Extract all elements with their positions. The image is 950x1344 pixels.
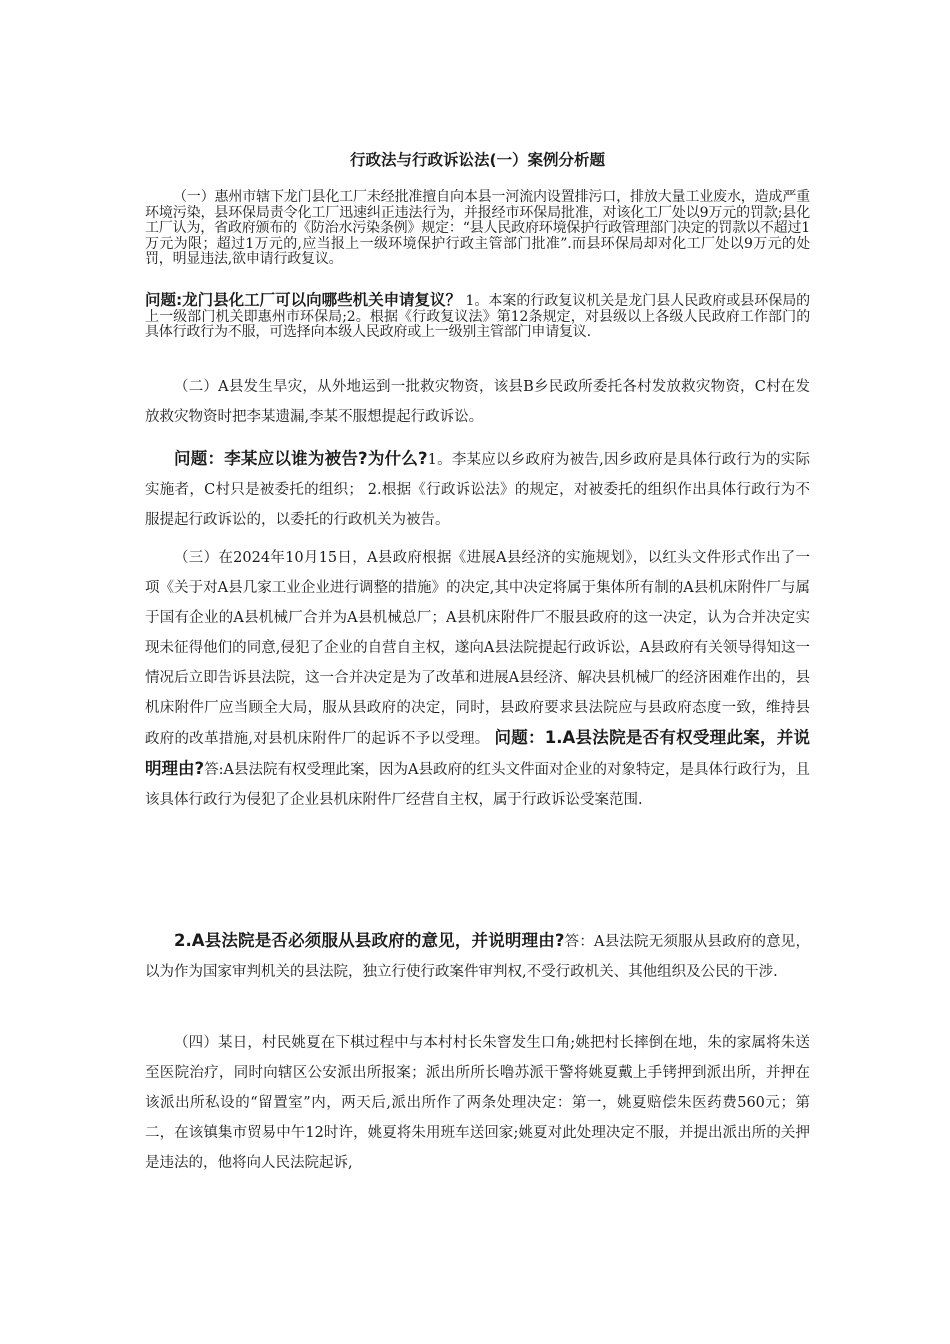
case-2-question: 问题：李某应以谁为被告?为什么? — [174, 449, 428, 468]
case-3-answer-2: 答：A县法院无须服从县政府的意见，以为作为国家审判机关的县法院，独立行使行政案件审判权,不受行政机关、其他组织及公民的干涉. — [145, 934, 810, 980]
case-1-paragraph — [145, 190, 810, 268]
case-2-qa-paragraph — [145, 444, 810, 535]
case-2-answer: 1。李某应以乡政府为被告,因乡政府是具体行政行为的实际实施者，C村只是被委托的组织； 2.根据《行政诉讼法》的规定，对被委托的组织作出具体行政行为不服提起行政诉讼的，以委托的行政机关为被告。 — [145, 452, 810, 528]
case-1-qa-paragraph — [145, 293, 810, 341]
case-3-qa2-paragraph — [145, 926, 810, 987]
case-3-question-1: 问题：1.A县法院是否有权受理此案，并说明理由? — [145, 728, 811, 778]
case-3-text: （三）在2024年10月15日，A县政府根据《进展A县经济的实施规划》，以红头文件形式作出了一项《关于对A县几家工业企业进行调整的措施》的决定,其中决定将属于集体所有制的A县机床附件厂与属于国有企业的A县机械厂合并为A县机械总厂；A县机床附件厂不服县政府的这一决定，认为合并决定实现未征得他们的同意,侵犯了企业的自营自主权，遂向A县法院提起行政诉讼，A县政府有关领导得知这一情况后立即告诉县法院，这一合并决定是为了改革和进展A县经济、解决县机械厂的经济困难作出的，县机床附件厂应当顾全大局，服从县政府的决定，同时，县政府要求县法院应与县政府态度一致，维持县政府的改革措施,对县机床附件厂的起诉不予以受理。 — [145, 550, 810, 747]
case-2-text: （二）A县发生旱灾，从外地运到一批救灾物资，该县B乡民政所委托各村发放救灾物资，C村在发放救灾物资时把李某遗漏,李某不服想提起行政诉讼。 — [145, 379, 810, 425]
case-1-question: 问题:龙门县化工厂可以向哪些机关申请复议？ — [145, 291, 462, 309]
case-3-paragraph — [145, 543, 810, 815]
case-3-answer-1: 答:A县法院有权受理此案，因为A县政府的红头文件面对企业的对象特定，是具体行政行为，且该具体行政行为侵犯了企业县机床附件厂经营自主权，属于行政诉讼受案范围. — [145, 762, 810, 808]
case-4-paragraph — [145, 1028, 810, 1178]
case-4-text: （四）某日，村民姚夏在下棋过程中与本村村长朱窨发生口角;姚把村长摔倒在地，朱的家属将朱送至医院治疗，同时向辖区公安派出所报案；派出所所长噜苏派干警将姚夏戴上手铐押到派出所，并押在该派出所私设的“留置室”内，两天后,派出所作了两条处理决定：第一，姚夏赔偿朱医药费560元；第二，在该镇集市贸易中午12时许，姚夏将朱用班车送回家;姚夏对此处理决定不服，并提出派出所的关押是违法的，他将向人民法院起诉, — [145, 1035, 810, 1171]
case-1-answer: 1。本案的行政复议机关是龙门县人民政府或县环保局的上一级部门机关即惠州市环保局;2。根据《行政复议法》第12条规定，对县级以上各级人民政府工作部门的具体行政行为不服，可选择向本级人民政府或上一级别主管部门申请复议. — [145, 293, 810, 340]
case-3-question-2: 2.A县法院是否必须服从县政府的意见，并说明理由? — [174, 931, 565, 950]
case-2-paragraph — [145, 372, 810, 432]
document-title: 行政法与行政诉讼法(一）案例分析题 — [349, 151, 606, 169]
case-1-text: （一）惠州市辖下龙门县化工厂未经批准擅自向本县一河流内设置排污口，排放大量工业废水，造成严重环境污染，县环保局责令化工厂迅速纠正违法行为，并报经市环保局批准，对该化工厂处以9万元的罚款;县化工厂认为，省政府颁布的《防治水污染条例》规定：“县人民政府环境保护行政管理部门决定的罚款以不超过1万元为限；超过1万元的,应当报上一级环境保护行政主管部门批准”.而县环保局却对化工厂处以9万元的处罚，明显违法,欲申请行政复议。 — [145, 189, 810, 267]
